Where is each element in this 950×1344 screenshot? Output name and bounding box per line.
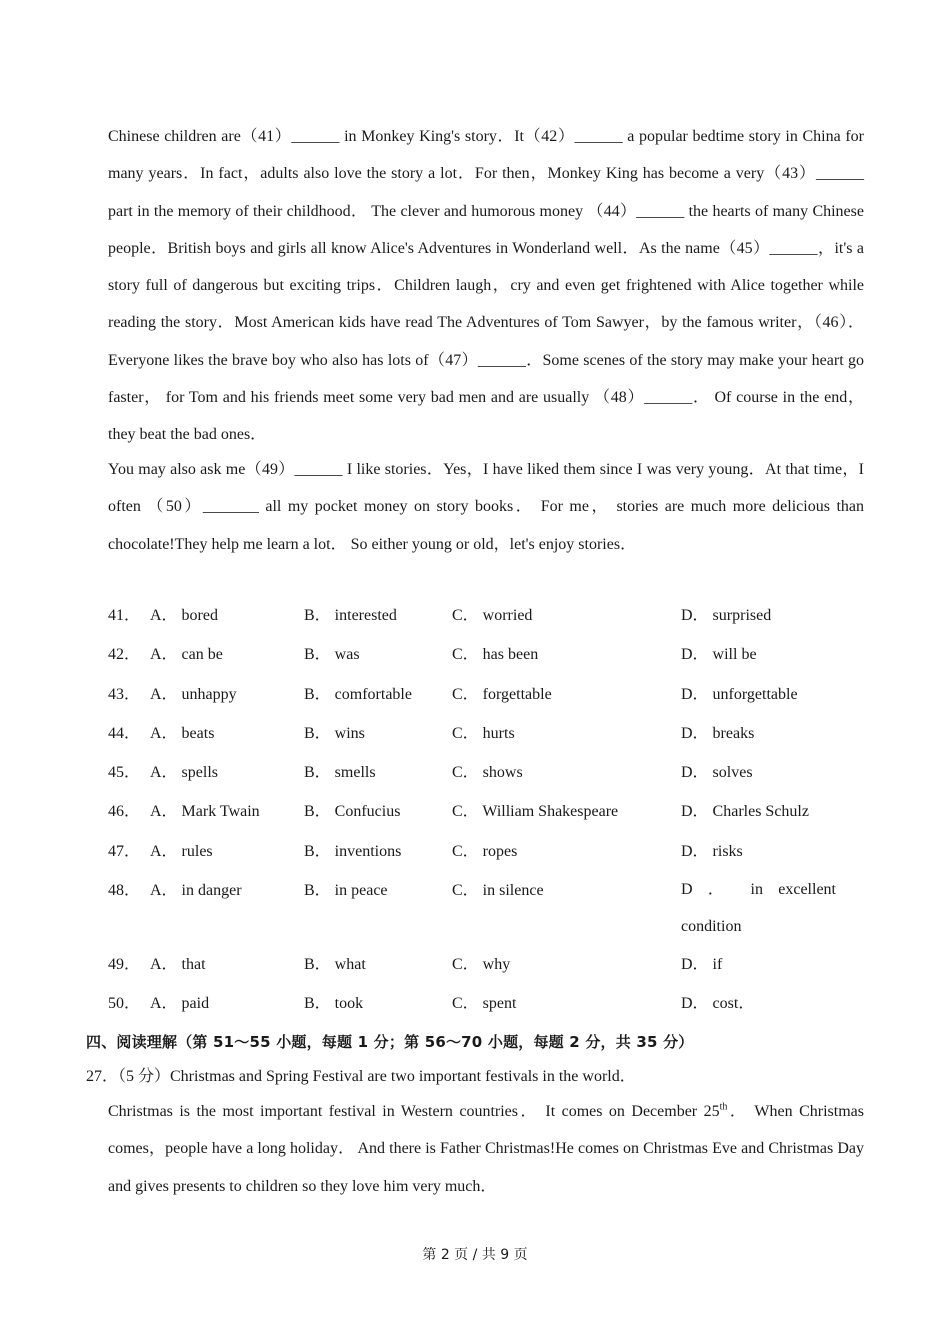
passage-text-start: Christmas is the most important festival in Western countries． It comes on December 25: [108, 1103, 720, 1120]
option-c: C． William Shakespeare: [452, 803, 619, 821]
question-number: 41．: [108, 607, 141, 624]
question-number: 44．: [108, 724, 141, 742]
option-d: D． unforgettable: [681, 685, 798, 703]
option-b: B． wins: [304, 724, 365, 742]
option-c: C． why: [452, 956, 511, 974]
option-b: B． inventions: [304, 842, 402, 860]
page-footer: 第 2 页 / 共 9 页: [422, 1247, 528, 1263]
question-number: 50．: [108, 995, 141, 1013]
option-a: A． bored: [150, 607, 218, 624]
option-a: A． spells: [150, 764, 219, 782]
option-d: D． solves: [681, 764, 753, 782]
options-row-42: [108, 635, 864, 674]
option-a: A． paid: [150, 995, 210, 1013]
question-number: 43．: [108, 685, 141, 703]
option-d: D． cost．: [681, 995, 755, 1013]
option-a: A． unhappy: [150, 685, 237, 703]
option-b: B． in peace: [304, 882, 388, 900]
options-row-44: [108, 714, 864, 753]
option-d: D． will be: [681, 646, 757, 664]
cloze-passage-paragraph-2: You may also ask me（49）______ I like stories．Yes，I have liked them since I was very young．At that time，I often （50）_______ all my pocket money on story books． For me， stories are much more delicious than chocolate!They help me learn a lot． So either young or old，let's enjoy stories．: [108, 461, 864, 553]
option-b: B． took: [304, 995, 364, 1013]
option-c: C． worried: [452, 607, 533, 624]
option-c: C． shows: [452, 764, 523, 782]
options-row-41: [108, 596, 864, 635]
options-row-48: [108, 871, 864, 945]
option-a: A． rules: [150, 842, 213, 860]
option-c: C． has been: [452, 646, 539, 664]
section-heading: 四、阅读理解（第 51～55 小题，每题 1 分；第 56～70 小题，每题 2 分，共 35 分）: [86, 1033, 694, 1051]
option-b: B． smells: [304, 764, 376, 782]
option-d: D ． in excellent condition: [681, 881, 836, 936]
option-b: B． comfortable: [304, 685, 412, 703]
option-d: D． risks: [681, 842, 743, 860]
option-c: C． spent: [452, 995, 517, 1013]
options-row-49: [108, 945, 864, 984]
option-c: C． hurts: [452, 724, 515, 742]
option-b: B． interested: [304, 607, 397, 624]
option-a: A． beats: [150, 724, 215, 742]
options-row-50: [108, 984, 864, 1023]
option-d: D． breaks: [681, 724, 755, 742]
option-b: B． was: [304, 646, 360, 664]
option-c: C． forgettable: [452, 685, 552, 703]
option-a: A． can be: [150, 646, 223, 664]
option-a: A． in danger: [150, 882, 242, 900]
options-row-45: [108, 753, 864, 792]
question-number: 45．: [108, 764, 141, 782]
option-d: D． if: [681, 956, 723, 974]
option-a: A． Mark Twain: [150, 803, 260, 821]
options-row-46: [108, 792, 864, 831]
answer-options-list: [108, 596, 864, 1024]
option-a: A． that: [150, 956, 206, 974]
option-c: C． in silence: [452, 882, 544, 900]
reading-passage-paragraph: [108, 1093, 864, 1205]
question-number: 48．: [108, 882, 141, 900]
question-number: 42．: [108, 646, 141, 664]
cloze-passage-paragraph-1: Chinese children are（41）______ in Monkey King's story．It（42）______ a popular bedtime story in China for many years．In fact，adults also love the story a lot．For then，Monkey King has become a very（43）______ part in the memory of their childhood． The clever and humorous money （44）______ the hearts of many Chinese people．British boys and girls all know Alice's Adventures in Wonderland well．As the name（45）______，it's a story full of dangerous but exciting trips．Children laugh，cry and even get frightened with Alice together while reading the story．Most American kids have read The Adventures of Tom Sawyer，by the famous writer，（46）．Everyone likes the brave boy who also has lots of（47）______．Some scenes of the story may make your heart go faster， for Tom and his friends meet some very bad men and are usually （48）______． Of course in the end，they beat the bad ones．: [108, 128, 864, 444]
ordinal-superscript: th: [719, 1101, 728, 1113]
option-d: D． surprised: [681, 607, 772, 624]
options-row-43: [108, 675, 864, 714]
option-b: B． what: [304, 956, 366, 974]
question-number: 49．: [108, 956, 141, 974]
options-row-47: [108, 832, 864, 871]
option-d: D． Charles Schulz: [681, 803, 809, 821]
question-number: 47．: [108, 842, 141, 860]
option-c: C． ropes: [452, 842, 518, 860]
option-b: B． Confucius: [304, 803, 401, 821]
question-27-stem: 27．（5 分）Christmas and Spring Festival are two important festivals in the world．: [86, 1068, 636, 1085]
passage-text-end: ． When Christmas comes，people have a long holiday． And there is Father Christmas!He comes on Christmas Eve and Christmas Day and gives presents to children so they love him very much．: [108, 1103, 864, 1195]
question-number: 46．: [108, 803, 141, 821]
